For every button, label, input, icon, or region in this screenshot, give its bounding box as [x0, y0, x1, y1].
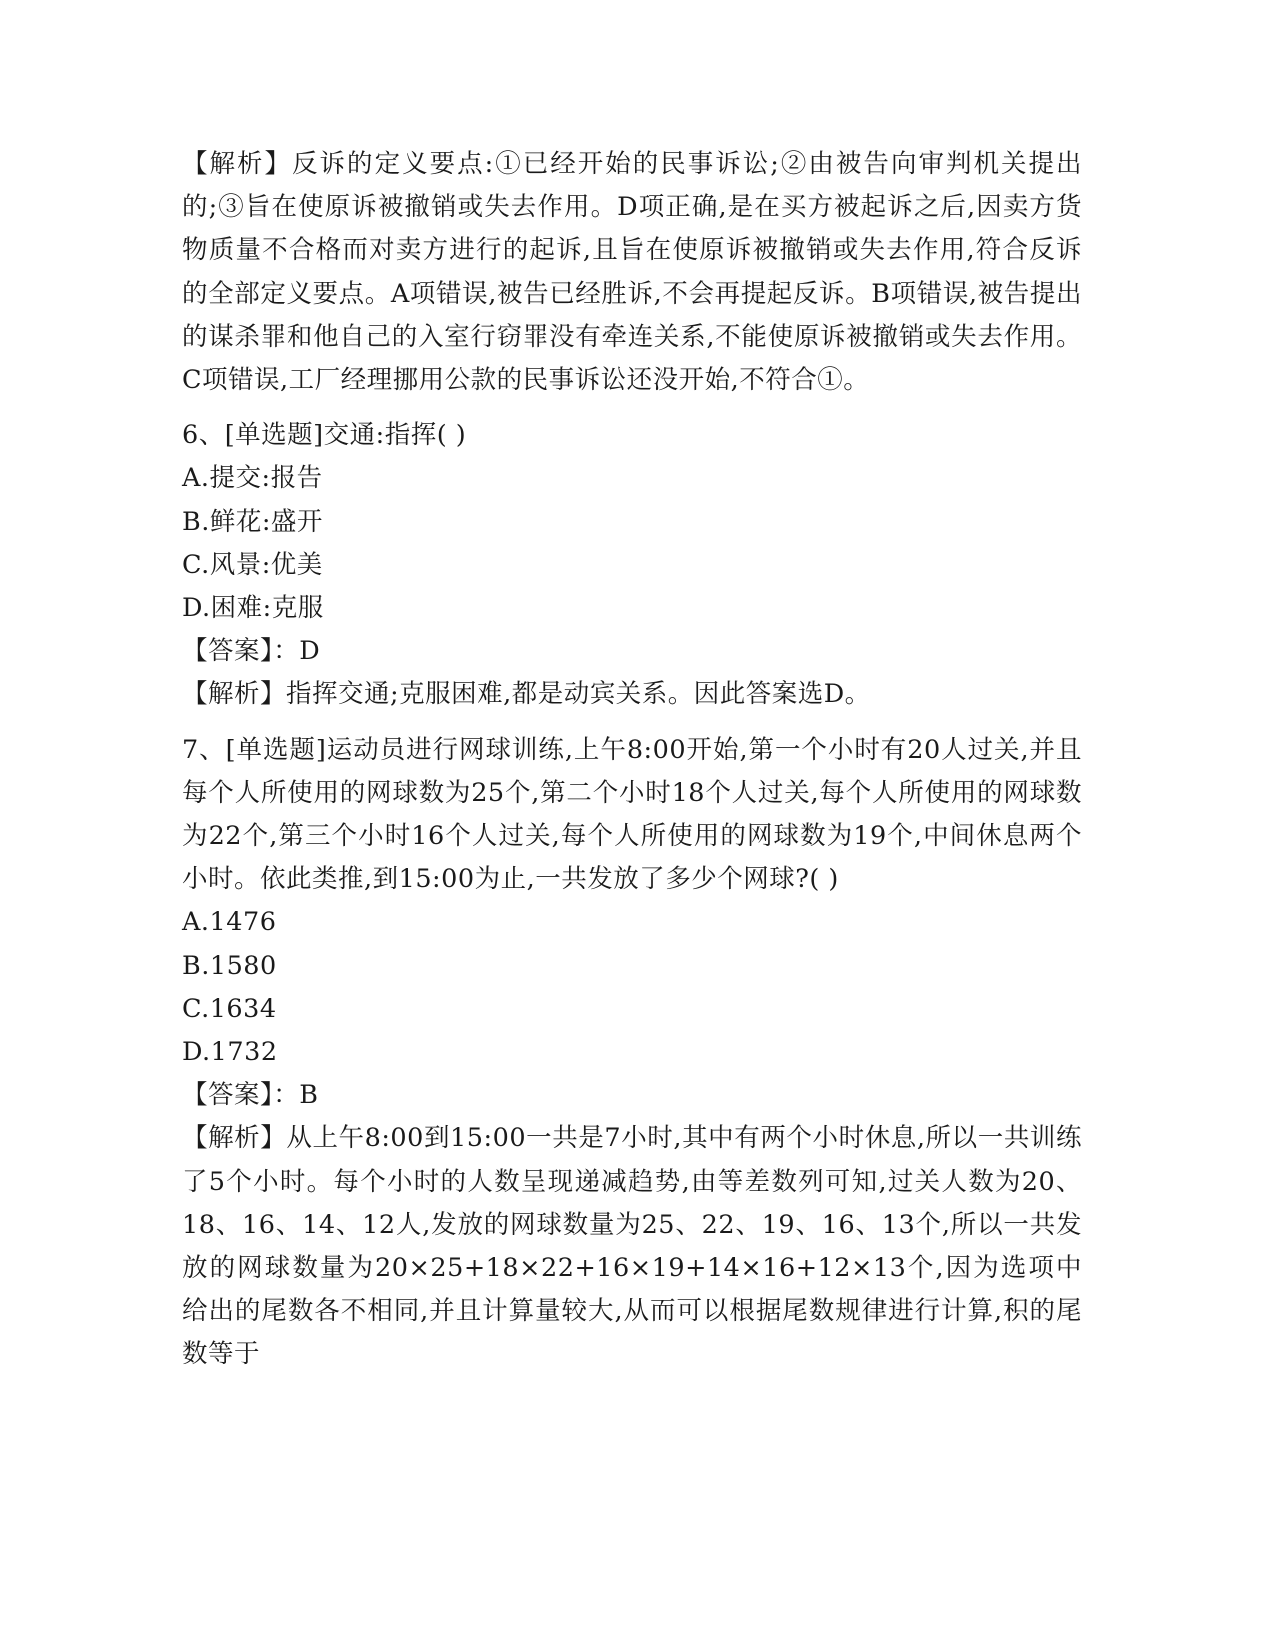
question-6 — [182, 414, 1082, 716]
option-b: B.鲜花:盛开 — [182, 506, 323, 537]
option-a: A.1476 — [182, 907, 277, 938]
option-a: A.提交:报告 — [182, 463, 323, 494]
question-stem: 6、[单选题]交通:指挥( ) — [182, 420, 467, 451]
analysis-q5: 【解析】反诉的定义要点:①已经开始的民事诉讼;②由被告向审判机关提出的;③旨在使原诉被撤销或失去作用。D项正确,是在买方被起诉之后,因卖方货物质量不合格而对卖方进行的起诉,且旨在使原诉被撤销或失去作用,符合反诉的全部定义要点。A项错误,被告已经胜诉,不会再提起反诉。B项错误,被告提出的谋杀罪和他自己的入室行窃罪没有牵连关系,不能使原诉被撤销或失去作用。C项错误,工厂经理挪用公款的民事诉讼还没开始,不符合①。 — [182, 149, 1082, 396]
spacer — [182, 402, 1082, 414]
spacer — [182, 717, 1082, 729]
answer: 【答案】：D — [182, 636, 321, 667]
option-b: B.1580 — [182, 950, 277, 981]
option-d: D.1732 — [182, 1037, 278, 1068]
option-c: C.风景:优美 — [182, 549, 323, 580]
question-7 — [182, 729, 1082, 1377]
document-page — [182, 143, 1082, 1377]
option-d: D.困难:克服 — [182, 593, 324, 624]
analysis: 【解析】从上午8:00到15:00一共是7小时,其中有两个小时休息,所以一共训练了5个小时。每个小时的人数呈现递减趋势,由等差数列可知,过关人数为20、18、16、14、12人,发放的网球数量为25、22、19、16、13个,所以一共发放的网球数量为20×25+18×22+16×19+14×16+12×13个,因为选项中给出的尾数各不相同,并且计算量较大,从而可以根据尾数规律进行计算,积的尾数等于 — [182, 1123, 1082, 1370]
analysis: 【解析】指挥交通;克服困难,都是动宾关系。因此答案选D。 — [182, 679, 871, 710]
option-c: C.1634 — [182, 993, 277, 1024]
question-stem: 7、[单选题]运动员进行网球训练,上午8:00开始,第一个小时有20人过关,并且每个人所使用的网球数为25个,第二个小时18个人过关,每个人所使用的网球数为22个,第三个小时16个人过关,每个人所使用的网球数为19个,中间休息两个小时。依此类推,到15:00为止,一共发放了多少个网球?( ) — [182, 734, 1082, 895]
answer: 【答案】：B — [182, 1080, 319, 1111]
